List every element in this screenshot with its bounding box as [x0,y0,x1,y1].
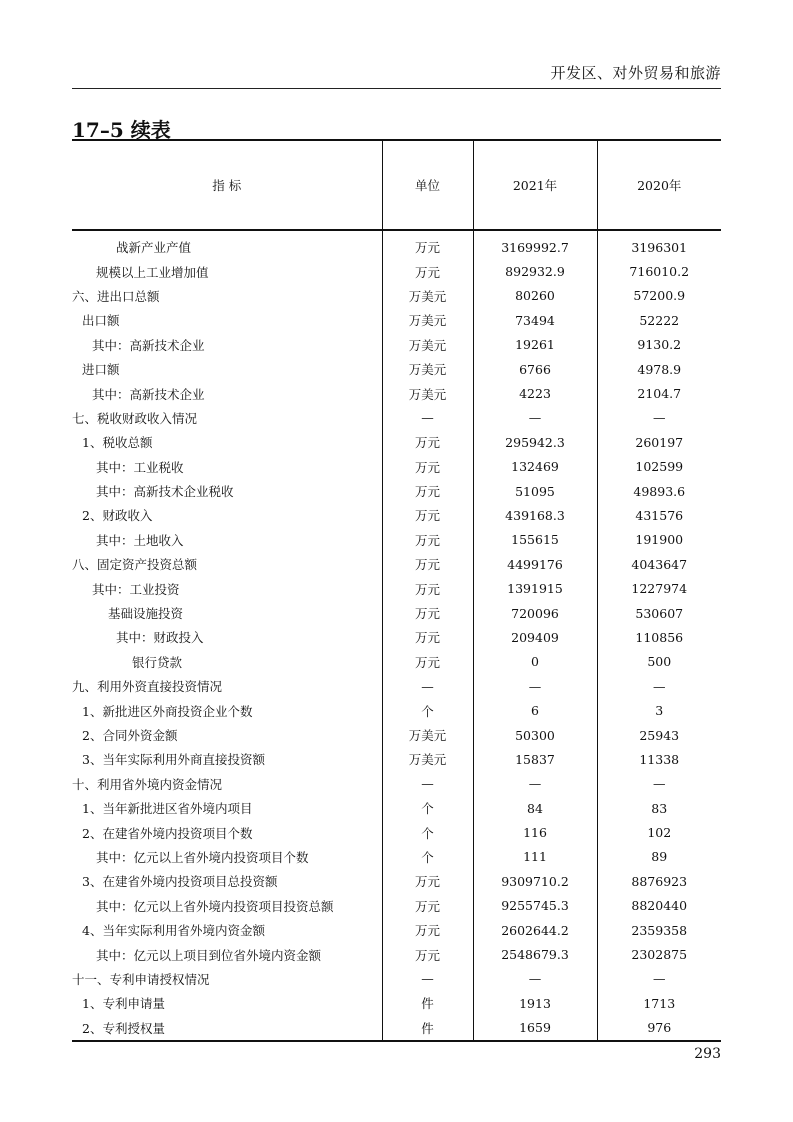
value-2020-cell: 8876923 [597,869,721,893]
unit-cell: 件 [382,1016,473,1041]
indicator-cell: 2、合同外资金额 [82,728,178,743]
unit-cell: 万美元 [382,284,473,308]
value-2021-cell: 9309710.2 [473,869,597,893]
indicator-cell: 银行贷款 [132,654,183,670]
unit-cell: 万元 [382,942,473,966]
value-2020-cell: 102 [597,820,721,844]
value-2020-cell: 3 [597,698,721,722]
unit-cell: 万元 [382,479,473,503]
unit-cell: 件 [382,991,473,1015]
unit-cell: 万元 [382,650,473,674]
table-row [72,430,721,454]
unit-cell: 个 [382,796,473,820]
unit-cell: 万元 [382,455,473,479]
value-2021-cell: — [473,772,597,796]
value-2021-cell: 4223 [473,381,597,405]
indicator-cell: 2、在建省外境内投资项目个数 [82,825,253,841]
value-2021-cell: 1913 [473,991,597,1015]
indicator-cell: 八、固定资产投资总额 [72,557,198,573]
unit-cell: 万元 [382,576,473,600]
indicator-cell: 其中：高新技术企业 [92,337,205,353]
value-2020-cell: 976 [597,1016,721,1041]
table-header-row [72,140,721,230]
table-row [72,845,721,869]
value-2020-cell: 8820440 [597,894,721,918]
unit-cell: — [382,967,473,991]
indicator-cell: 2、财政收入 [82,508,153,524]
unit-cell: 万元 [382,894,473,918]
table-row [72,991,721,1015]
value-2021-cell: — [473,967,597,991]
table-row [72,967,721,991]
value-2021-cell: — [473,674,597,698]
value-2021-cell: 295942.3 [473,430,597,454]
table-row [72,674,721,698]
indicator-cell: 3、当年实际利用外商直接投资额 [82,752,265,768]
value-2021-cell: 155615 [473,528,597,552]
value-2021-cell: 84 [473,796,597,820]
value-2020-cell: 11338 [597,747,721,771]
value-2021-cell: 6 [473,698,597,722]
table-row [72,479,721,503]
table-row [72,357,721,381]
indicator-cell: 其中：亿元以上项目到位省外境内资金额 [96,947,322,963]
indicator-cell: 其中：高新技术企业 [92,386,205,402]
table-row [72,918,721,942]
indicator-cell: 其中：亿元以上省外境内投资项目个数 [96,849,309,865]
page-number: 293 [694,1046,721,1062]
unit-cell: 万元 [382,625,473,649]
unit-cell: 个 [382,698,473,722]
table-row [72,1016,721,1041]
unit-cell: 万元 [382,601,473,625]
indicator-cell: 十一、专利申请授权情况 [72,971,210,987]
value-2021-cell: 209409 [473,625,597,649]
indicator-cell: 出口额 [82,313,120,329]
indicator-cell: 2、专利授权量 [72,1016,382,1041]
unit-cell: 个 [382,845,473,869]
table-row [72,230,721,259]
table-title: 17–5 续表 [72,118,171,142]
indicator-cell: 其中：亿元以上省外境内投资项目投资总额 [96,898,334,914]
table-row [72,284,721,308]
table-row [72,650,721,674]
unit-cell: 个 [382,820,473,844]
value-2021-cell: 3169992.7 [473,230,597,259]
value-2021-cell: 111 [473,845,597,869]
value-2020-cell: 83 [597,796,721,820]
unit-cell: 万元 [382,430,473,454]
indicator-cell: 其中：财政投入 [116,630,204,646]
value-2020-cell: 102599 [597,455,721,479]
unit-cell: 万美元 [382,747,473,771]
table-row [72,723,721,747]
value-2020-cell: 1713 [597,991,721,1015]
column-header-unit: 单位 [382,140,473,230]
table-row [72,308,721,332]
value-2021-cell: 4499176 [473,552,597,576]
value-2020-cell: 260197 [597,430,721,454]
table-row [72,552,721,576]
value-2021-cell: 19261 [473,333,597,357]
value-2021-cell: 2602644.2 [473,918,597,942]
value-2021-cell: 6766 [473,357,597,381]
indicator-cell: 进口额 [82,362,120,378]
value-2021-cell: 80260 [473,284,597,308]
table-row [72,625,721,649]
indicator-cell: 其中：工业税收 [96,459,184,475]
table-row [72,820,721,844]
value-2020-cell: — [597,772,721,796]
value-2021-cell: 51095 [473,479,597,503]
unit-cell: — [382,406,473,430]
table-row [72,747,721,771]
table-row [72,796,721,820]
indicator-cell: 1、税收总额 [82,435,153,451]
statistics-table [72,139,721,1042]
running-header: 开发区、对外贸易和旅游 [550,64,721,82]
value-2020-cell: — [597,967,721,991]
indicator-cell: 七、税收财政收入情况 [72,410,198,426]
column-header-2020: 2020年 [597,140,721,230]
table-row [72,528,721,552]
value-2020-cell: 716010.2 [597,259,721,283]
value-2021-cell: — [473,406,597,430]
indicator-cell: 十、利用省外境内资金情况 [72,776,223,792]
indicator-cell: 4、当年实际利用省外境内资金额 [82,923,265,939]
value-2021-cell: 50300 [473,723,597,747]
indicator-cell: 九、利用外资直接投资情况 [72,679,223,695]
value-2020-cell: — [597,674,721,698]
indicator-cell: 六、进出口总额 [72,288,160,304]
table-body [72,230,721,1041]
unit-cell: 万元 [382,259,473,283]
unit-cell: 万元 [382,503,473,527]
value-2021-cell: 15837 [473,747,597,771]
value-2020-cell: 500 [597,650,721,674]
value-2021-cell: 0 [473,650,597,674]
value-2020-cell: 530607 [597,601,721,625]
table-row [72,869,721,893]
indicator-cell: 1、当年新批进区省外境内项目 [82,801,253,817]
value-2020-cell: 52222 [597,308,721,332]
value-2020-cell: 110856 [597,625,721,649]
unit-cell: 万元 [382,918,473,942]
value-2020-cell: 49893.6 [597,479,721,503]
value-2020-cell: 191900 [597,528,721,552]
indicator-cell: 其中：高新技术企业税收 [96,484,234,500]
table-row [72,455,721,479]
indicator-cell: 3、在建省外境内投资项目总投资额 [82,874,278,890]
value-2021-cell: 1391915 [473,576,597,600]
indicator-cell: 战新产业产值 [116,240,192,256]
table-row [72,894,721,918]
value-2020-cell: — [597,406,721,430]
unit-cell: 万元 [382,528,473,552]
unit-cell: 万美元 [382,308,473,332]
indicator-cell: 1、专利申请量 [82,996,165,1012]
value-2020-cell: 2359358 [597,918,721,942]
value-2020-cell: 2104.7 [597,381,721,405]
unit-cell: 万元 [382,869,473,893]
value-2020-cell: 3196301 [597,230,721,259]
value-2020-cell: 9130.2 [597,333,721,357]
value-2021-cell: 116 [473,820,597,844]
column-header-2021: 2021年 [473,140,597,230]
indicator-cell: 基础设施投资 [108,606,184,622]
unit-cell: 万元 [382,552,473,576]
value-2020-cell: 57200.9 [597,284,721,308]
unit-cell: 万美元 [382,357,473,381]
table-row [72,601,721,625]
value-2021-cell: 132469 [473,455,597,479]
value-2020-cell: 2302875 [597,942,721,966]
header-rule [72,88,721,89]
value-2021-cell: 73494 [473,308,597,332]
table-row [72,381,721,405]
value-2021-cell: 720096 [473,601,597,625]
value-2020-cell: 4043647 [597,552,721,576]
unit-cell: — [382,772,473,796]
value-2020-cell: 25943 [597,723,721,747]
statistics-table-container [72,139,721,1042]
value-2021-cell: 9255745.3 [473,894,597,918]
table-row [72,576,721,600]
value-2021-cell: 439168.3 [473,503,597,527]
indicator-cell: 1、新批进区外商投资企业个数 [82,703,253,719]
value-2021-cell: 1659 [473,1016,597,1041]
indicator-cell: 规模以上工业增加值 [96,264,209,280]
column-header-indicator: 指 标 [72,140,382,230]
unit-cell: 万美元 [382,723,473,747]
value-2020-cell: 4978.9 [597,357,721,381]
value-2020-cell: 89 [597,845,721,869]
table-row [72,259,721,283]
indicator-cell: 其中：土地收入 [96,532,184,548]
unit-cell: — [382,674,473,698]
unit-cell: 万元 [382,230,473,259]
value-2021-cell: 2548679.3 [473,942,597,966]
value-2020-cell: 431576 [597,503,721,527]
table-row [72,333,721,357]
value-2021-cell: 892932.9 [473,259,597,283]
table-row [72,503,721,527]
value-2020-cell: 1227974 [597,576,721,600]
table-row [72,406,721,430]
table-row [72,772,721,796]
unit-cell: 万美元 [382,381,473,405]
table-row [72,942,721,966]
indicator-cell: 其中：工业投资 [92,581,180,597]
table-row [72,698,721,722]
unit-cell: 万美元 [382,333,473,357]
